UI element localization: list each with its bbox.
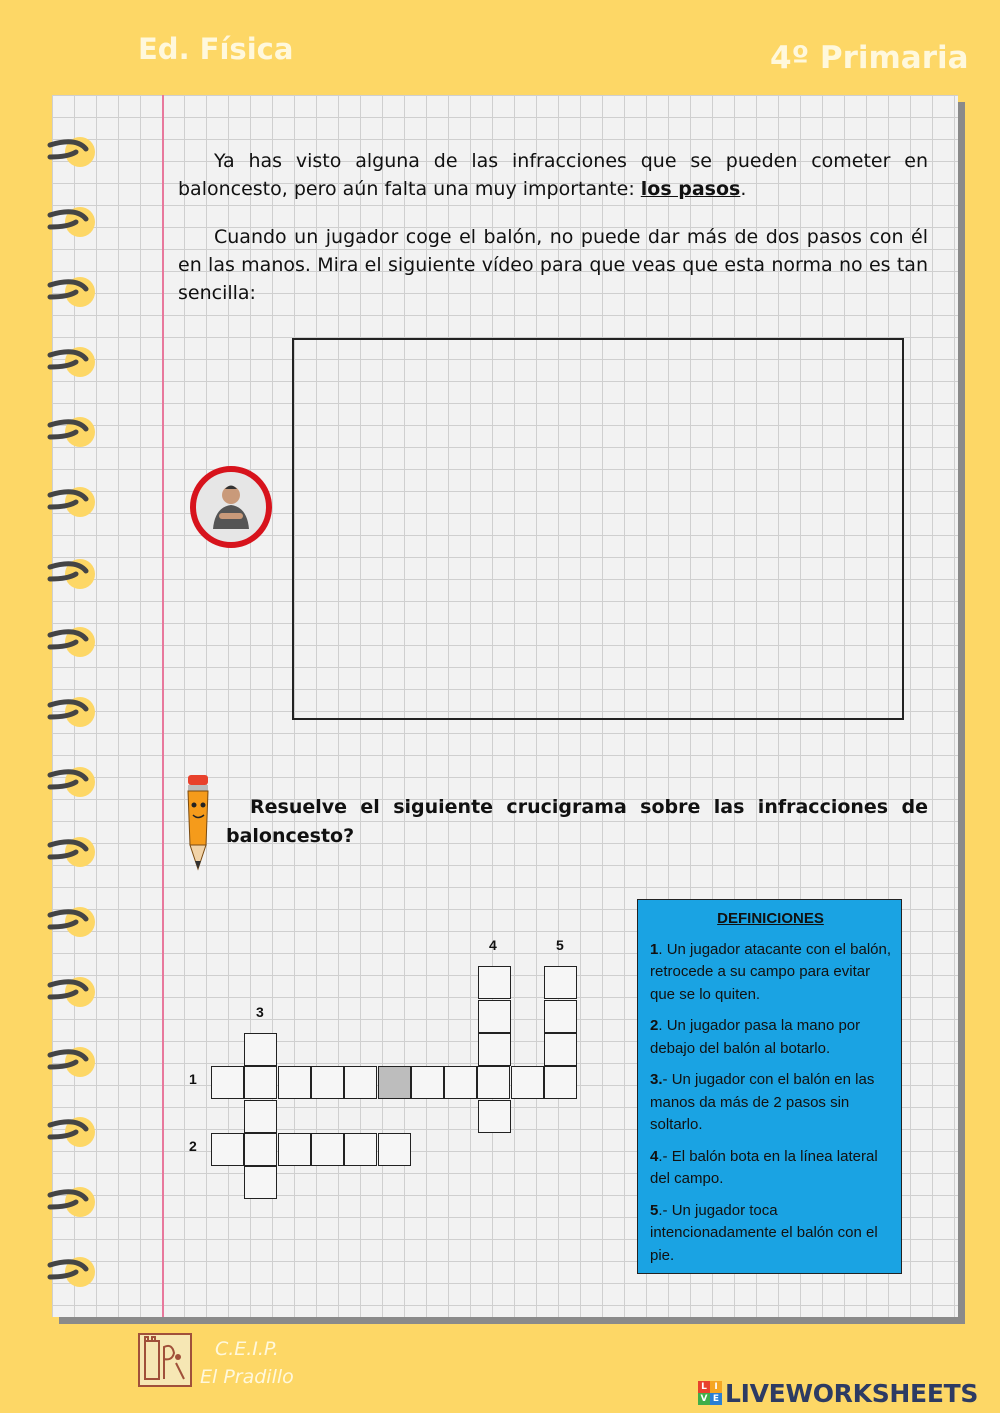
crossword-cell[interactable] [478,1000,511,1033]
video-placeholder[interactable] [292,338,904,720]
crossword-cell[interactable] [211,1133,244,1166]
definition-item: 4.- El balón bota en la línea lateral del campo. [650,1147,878,1187]
crossword-number: 2 [189,1138,197,1154]
crossword-cell[interactable] [478,1100,511,1133]
definition-item: 1. Un jugador atacante con el balón, retrocede a su campo para evitar que se lo quiten. [650,940,892,1003]
liveworksheets-brand[interactable] [698,1376,978,1410]
crossword-number: 1 [189,1071,197,1087]
crossword-cell[interactable] [544,1033,577,1066]
crossword-cell[interactable] [478,1033,511,1066]
crossword-number: 5 [556,937,564,953]
liveworksheets-wordmark: LIVEWORKSHEETS [725,1378,979,1408]
binding-ring [46,975,100,1009]
binding-ring [46,345,100,379]
crossword-cell[interactable] [411,1066,444,1099]
binding-ring [46,485,100,519]
crossword-cell[interactable] [544,966,577,999]
crossword-instruction: Resuelve el siguiente crucigrama sobre las infracciones de baloncesto? [226,796,928,847]
binding-ring [46,1115,100,1149]
binding-ring [46,557,100,591]
binding-ring [46,1045,100,1079]
crossword-cell[interactable] [311,1066,344,1099]
icon-letter: L [698,1381,710,1393]
school-logo [138,1333,192,1387]
definitions-box [637,899,902,1274]
icon-letter: V [698,1393,710,1405]
binding-ring [46,275,100,309]
crossword-cell[interactable] [278,1066,311,1099]
binding-ring [46,205,100,239]
crossword-cell[interactable] [478,966,511,999]
binding-ring [46,1255,100,1289]
highlight-los-pasos: los pasos [640,178,741,200]
intro-paragraph-2: Cuando un jugador coge el balón, no puede dar más de dos pasos con él en las manos. Mira el siguiente vídeo para que veas que esta norma no es tan sencilla: [178,226,928,304]
binding-ring [46,1185,100,1219]
binding-ring [46,415,100,449]
binding-ring [46,625,100,659]
binding-ring [46,835,100,869]
binding-ring [46,905,100,939]
definition-item: 2. Un jugador pasa la mano por debajo del balón al botarlo. [650,1017,861,1057]
crossword-cell[interactable] [244,1033,277,1066]
crossword-cell[interactable] [511,1066,544,1099]
crossword-cell[interactable] [378,1133,411,1166]
binding-ring [46,135,100,169]
crossword-cell[interactable] [278,1133,311,1166]
pencil-icon [180,773,216,873]
binding-ring [46,765,100,799]
crossword-cell[interactable] [544,1000,577,1033]
subject-title: Ed. Física [138,32,294,66]
crossword-cell[interactable] [544,1066,577,1099]
icon-letter: I [710,1381,722,1393]
definition-item: 5.- Un jugador toca intencionadamente el balón con el pie. [650,1201,878,1264]
definition-item: 3.- Un jugador con el balón en las manos da más de 2 pasos sin soltarlo. [650,1071,875,1133]
crossword-cell[interactable] [344,1133,377,1166]
grade-title: 4º Primaria [770,40,969,76]
crossword-cell[interactable] [244,1066,277,1099]
margin-line [162,95,164,1317]
crossword-number: 3 [256,1004,264,1020]
intro-paragraph-1: Ya has visto alguna de las infracciones que se pueden cometer en baloncesto, pero aún falta una muy importante: los pasos. [178,150,928,200]
video-presenter-icon[interactable] [189,465,273,549]
crossword-cell[interactable] [211,1066,244,1099]
crossword-cell[interactable] [311,1133,344,1166]
icon-letter: E [710,1393,722,1405]
notebook-sheet [52,95,958,1317]
crossword-cell[interactable] [244,1100,277,1133]
crossword-number: 4 [489,937,497,953]
definitions-title: DEFINICIONES [717,910,824,927]
crossword-cell[interactable] [444,1066,477,1099]
school-name: C.E.I.P. El Pradillo [200,1338,294,1388]
crossword-cell[interactable] [477,1066,510,1099]
crossword-cell[interactable] [244,1166,277,1199]
liveworksheets-icon [698,1381,722,1405]
binding-ring [46,695,100,729]
crossword-blocked-cell [378,1066,411,1099]
crossword-cell[interactable] [244,1133,277,1166]
crossword-cell[interactable] [344,1066,377,1099]
